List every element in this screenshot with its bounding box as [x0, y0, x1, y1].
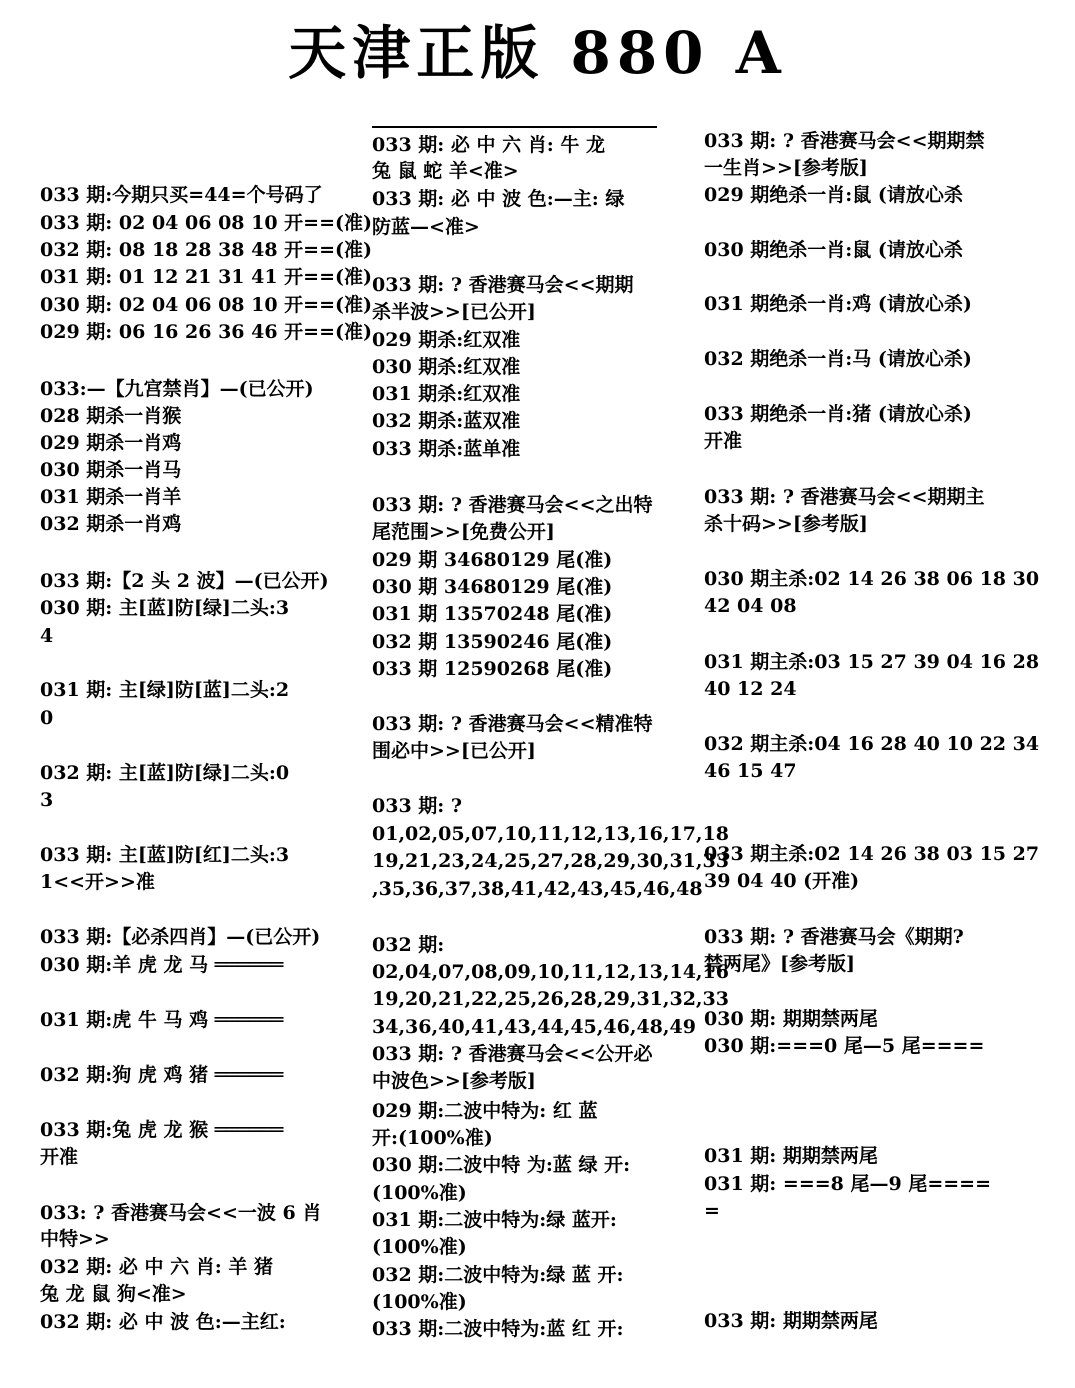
- text-line: (100%准): [372, 1182, 467, 1204]
- text-line: 033 期: ? 香港赛马会<<之出特: [372, 494, 653, 516]
- text-line: 中波色>>[参考版]: [372, 1070, 536, 1092]
- text-line: 杀半波>>[已公开]: [372, 301, 536, 323]
- text-line: 033 期: ? 香港赛马会<<期期禁: [704, 130, 985, 152]
- text-line: 033 期: 必 中 六 肖: 牛 龙: [372, 134, 605, 156]
- text-line: 032 期杀一肖鸡: [40, 513, 182, 535]
- text-line: 029 期杀:红双准: [372, 329, 521, 351]
- text-line: 42 04 08: [704, 595, 797, 617]
- text-line: 禁两尾》[参考版]: [704, 953, 855, 975]
- text-line: 尾范围>>[免费公开]: [372, 521, 555, 543]
- text-line: 031 期:虎 牛 马 鸡 ══════: [40, 1009, 284, 1031]
- text-line: 033 期:【必杀四肖】—(已公开): [40, 926, 321, 948]
- text-line: 033 期:【2 头 2 波】—(已公开): [40, 570, 329, 592]
- text-line: 031 期:二波中特为:绿 蓝开:: [372, 1209, 617, 1231]
- text-line: 032 期: 主[蓝]防[绿]二头:0: [40, 762, 290, 784]
- text-line: 030 期: 02 04 06 08 10 开==(准): [40, 294, 372, 316]
- text-line: 033 期: ? 香港赛马会<<精准特: [372, 713, 653, 735]
- text-line: 030 期杀一肖马: [40, 459, 182, 481]
- text-line: 033 期: ? 香港赛马会<<期期主: [704, 486, 985, 508]
- text-line: 033 期: 02 04 06 08 10 开==(准): [40, 212, 372, 234]
- text-line: ,35,36,37,38,41,42,43,45,46,48: [372, 878, 703, 900]
- text-line: 029 期 34680129 尾(准): [372, 549, 613, 571]
- text-line: 40 12 24: [704, 678, 797, 700]
- text-line: 46 15 47: [704, 760, 797, 782]
- text-line: 033 期:兔 虎 龙 猴 ══════: [40, 1119, 284, 1141]
- text-line: 033 期: 主[蓝]防[红]二头:3: [40, 844, 290, 866]
- text-line: 39 04 40 (开准): [704, 870, 860, 892]
- text-line: (100%准): [372, 1291, 467, 1313]
- text-line: 033 期: ? 香港赛马会<<公开必: [372, 1043, 653, 1065]
- text-line: 中特>>: [40, 1228, 110, 1250]
- text-line: 032 期:狗 虎 鸡 猪 ══════: [40, 1064, 284, 1086]
- text-line: 033 期:二波中特为:蓝 红 开:: [372, 1318, 624, 1340]
- text-line: 030 期绝杀一肖:鼠 (请放心杀: [704, 239, 963, 261]
- text-line: 032 期: 必 中 波 色:—主红:: [40, 1311, 286, 1333]
- text-line: =: [704, 1200, 720, 1222]
- text-line: 030 期:二波中特 为:蓝 绿 开:: [372, 1154, 631, 1176]
- text-line: 029 期杀一肖鸡: [40, 432, 182, 454]
- text-line: 031 期: 主[绿]防[蓝]二头:2: [40, 679, 290, 701]
- text-line: 19,20,21,22,25,26,28,29,31,32,33: [372, 988, 729, 1010]
- text-line: 开准: [704, 430, 743, 452]
- text-line: 杀十码>>[参考版]: [704, 513, 868, 535]
- text-line: 033: ? 香港赛马会<<一波 6 肖: [40, 1202, 322, 1224]
- text-line: 030 期:羊 虎 龙 马 ══════: [40, 954, 284, 976]
- page-title: 天津正版 880 A: [288, 19, 787, 87]
- text-line: 029 期:二波中特为: 红 蓝: [372, 1100, 598, 1122]
- text-line: 033 期杀:蓝单准: [372, 438, 521, 460]
- text-line: 033 期: ? 香港赛马会<<期期: [372, 274, 634, 296]
- text-line: 032 期: 08 18 28 38 48 开==(准): [40, 239, 372, 261]
- text-line: 030 期:===0 尾—5 尾====: [704, 1035, 985, 1057]
- text-line: 01,02,05,07,10,11,12,13,16,17,18: [372, 823, 729, 845]
- text-line: 围必中>>[已公开]: [372, 740, 536, 762]
- text-line: 032 期 13590246 尾(准): [372, 631, 613, 653]
- text-line: 4: [40, 625, 54, 647]
- text-line: 032 期:二波中特为:绿 蓝 开:: [372, 1264, 624, 1286]
- text-line: 028 期杀一肖猴: [40, 405, 182, 427]
- text-line: 031 期 13570248 尾(准): [372, 603, 613, 625]
- text-line: 1<<开>>准: [40, 871, 155, 893]
- text-line: 19,21,23,24,25,27,28,29,30,31,33: [372, 850, 729, 872]
- text-line: 0: [40, 707, 54, 729]
- text-line: 030 期主杀:02 14 26 38 06 18 30: [704, 568, 1040, 590]
- text-line: 030 期: 主[蓝]防[绿]二头:3: [40, 597, 290, 619]
- text-line: 一生肖>>[参考版]: [704, 157, 868, 179]
- text-line: 兔 龙 鼠 狗<准>: [40, 1283, 187, 1305]
- text-line: 029 期: 06 16 26 36 46 开==(准): [40, 321, 372, 343]
- text-line: 031 期绝杀一肖:鸡 (请放心杀): [704, 293, 972, 315]
- text-line: 兔 鼠 蛇 羊<准>: [372, 160, 519, 182]
- text-line: 033 期 12590268 尾(准): [372, 658, 613, 680]
- text-line: 031 期: 01 12 21 31 41 开==(准): [40, 266, 372, 288]
- text-line: 033 期: 期期禁两尾: [704, 1310, 878, 1332]
- text-line: 033 期绝杀一肖:猪 (请放心杀): [704, 403, 972, 425]
- text-line: 032 期主杀:04 16 28 40 10 22 34: [704, 733, 1040, 755]
- text-line: 030 期 34680129 尾(准): [372, 576, 613, 598]
- text-line: 032 期杀:蓝双准: [372, 410, 521, 432]
- text-line: 032 期:: [372, 934, 445, 956]
- text-line: 030 期杀:红双准: [372, 356, 521, 378]
- text-line: 033 期: ? 香港赛马会《期期?: [704, 926, 964, 948]
- text-line: 031 期杀:红双准: [372, 383, 521, 405]
- text-line: 031 期杀一肖羊: [40, 486, 182, 508]
- text-line: 033 期:今期只买=44=个号码了: [40, 184, 323, 206]
- text-line: 032 期: 必 中 六 肖: 羊 猪: [40, 1256, 273, 1278]
- text-line: (100%准): [372, 1236, 467, 1258]
- text-line: 029 期绝杀一肖:鼠 (请放心杀: [704, 184, 963, 206]
- text-line: 033 期主杀:02 14 26 38 03 15 27: [704, 843, 1040, 865]
- text-line: 033 期: ?: [372, 795, 463, 817]
- text-line: 开:(100%准): [372, 1127, 493, 1149]
- text-line: 防蓝—<准>: [372, 216, 480, 238]
- text-line: 033 期: 必 中 波 色:—主: 绿: [372, 188, 625, 210]
- text-line: 02,04,07,08,09,10,11,12,13,14,16: [372, 961, 729, 983]
- text-line: 031 期主杀:03 15 27 39 04 16 28: [704, 651, 1040, 673]
- text-line: 033:—【九宫禁肖】—(已公开): [40, 378, 314, 400]
- text-line: 030 期: 期期禁两尾: [704, 1008, 878, 1030]
- text-line: 031 期: 期期禁两尾: [704, 1145, 878, 1167]
- column-divider: [372, 126, 657, 128]
- text-line: 34,36,40,41,43,44,45,46,48,49: [372, 1016, 696, 1038]
- text-line: 031 期: ===8 尾—9 尾====: [704, 1173, 992, 1195]
- text-line: 开准: [40, 1146, 79, 1168]
- text-line: 032 期绝杀一肖:马 (请放心杀): [704, 348, 972, 370]
- text-line: 3: [40, 789, 54, 811]
